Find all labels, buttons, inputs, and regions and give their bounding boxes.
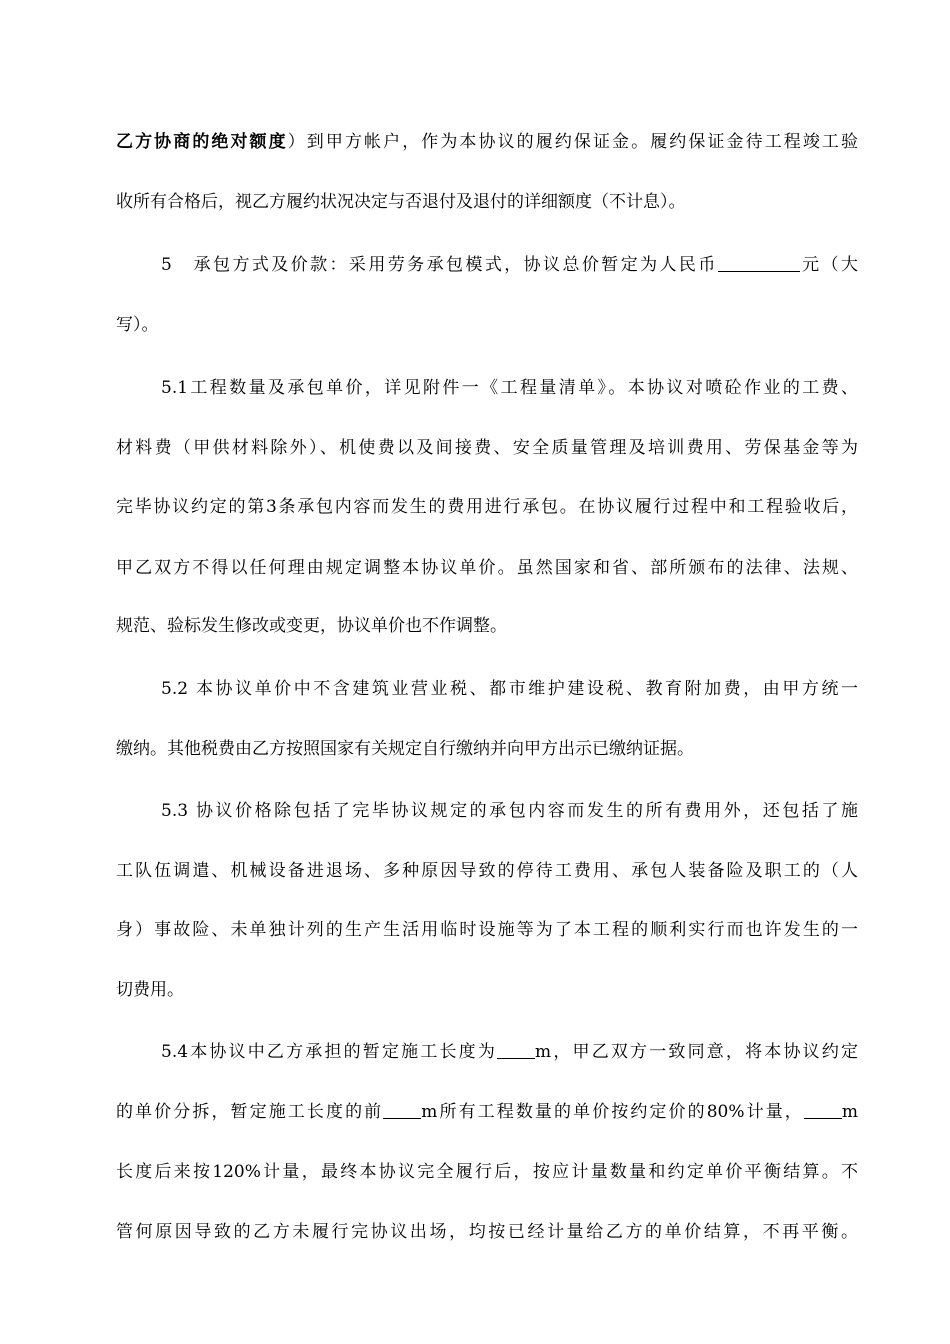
length-blank bbox=[383, 1100, 421, 1119]
paragraph-line: 规范、验标发生修改或变更，协议单价也不作调整。 bbox=[116, 616, 507, 636]
paragraph-line: 材料费（甲供材料除外）、机使费以及间接费、安全质量管理及培训费用、劳保基金等为 bbox=[116, 438, 858, 458]
clause-5-3: 5.3 协议价格除包括了完毕协议规定的承包内容而发生的所有费用外，还包括了施 bbox=[161, 801, 858, 821]
paragraph-line: 切费用。 bbox=[116, 980, 184, 1000]
clause-5-2: 5.2 本协议单价中不含建筑业营业税、都市维护建设税、教育附加费，由甲方统一 bbox=[161, 679, 858, 699]
paragraph-line: 收所有合格后，视乙方履约状况决定与否退付及退付的详细额度（不计息）。 bbox=[116, 192, 686, 212]
paragraph-line: 管何原因导致的乙方未履行完协议出场，均按已经计量给乙方的单价结算，不再平衡。 bbox=[116, 1222, 858, 1242]
paragraph-line: 缴纳。其他税费由乙方按照国家有关规定自行缴纳并向甲方出示已缴纳证据。 bbox=[116, 739, 694, 759]
paragraph-line: 完毕协议约定的第3条承包内容而发生的费用进行承包。在协议履行过程中和工程验收后， bbox=[116, 497, 858, 517]
paragraph-line: 长度后来按120%计量，最终本协议完全履行后，按应计量数量和约定单价平衡结算。不 bbox=[116, 1162, 858, 1182]
bold-text: 乙方协商的绝对额度 bbox=[116, 132, 288, 152]
clause-5-heading: 5 承包方式及价款：采用劳务承包模式，协议总价暂定为人民币 元（大 bbox=[161, 255, 859, 275]
length-blank bbox=[497, 1040, 535, 1059]
paragraph-line: 工队伍调遣、机械设备进退场、多种原因导致的停待工费用、承包人装备险及职工的（人 bbox=[116, 861, 858, 881]
paragraph-line: 身）事故险、未单独计列的生产生活用临时设施等为了本工程的顺利实行而也许发生的一 bbox=[116, 920, 858, 940]
length-blank bbox=[804, 1100, 842, 1119]
clause-5-1: 5.1工程数量及承包单价，详见附件一《工程量清单》。本协议对喷砼作业的工费、 bbox=[161, 378, 858, 398]
paragraph-line: 写）。 bbox=[116, 315, 159, 335]
clause-5-4: 5.4本协议中乙方承担的暂定施工长度为 m，甲乙双方一致同意，将本协议约定 bbox=[161, 1042, 858, 1062]
paragraph-line: 乙方协商的绝对额度）到甲方帐户，作为本协议的履约保证金。履约保证金待工程竣工验 bbox=[116, 132, 859, 152]
paragraph-line: 甲乙双方不得以任何理由规定调整本协议单价。虽然国家和省、部所颁布的法律、法规、 bbox=[116, 558, 858, 578]
price-blank bbox=[718, 253, 800, 272]
paragraph-line: 的单价分拆，暂定施工长度的前 m所有工程数量的单价按约定价的80%计量， m bbox=[116, 1102, 859, 1122]
